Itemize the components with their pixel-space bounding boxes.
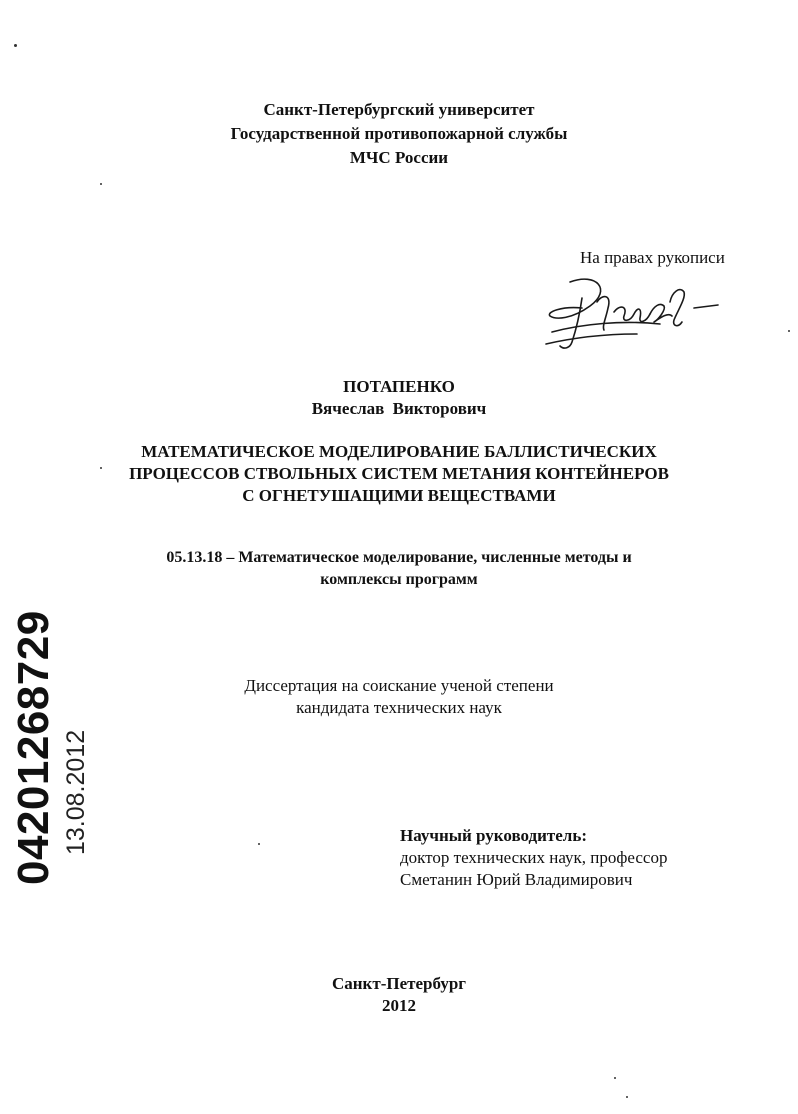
scan-speck [614, 1077, 616, 1079]
institution-line-3: МЧС России [349, 148, 449, 167]
degree-block [0, 675, 798, 719]
signature-image [542, 272, 732, 354]
footer-block [0, 973, 798, 1017]
supervisor-title: доктор технических наук, профессор [400, 848, 668, 867]
manuscript-note: На правах рукописи [580, 248, 725, 267]
degree-line-1: Диссертация на соискание ученой степени [244, 676, 554, 695]
scan-speck [100, 183, 102, 185]
title-line-2: ПРОЦЕССОВ СТВОЛЬНЫХ СИСТЕМ МЕТАНИЯ КОНТЕЙНЕРОВ [129, 464, 669, 483]
supervisor-name: Сметанин Юрий Владимирович [400, 870, 633, 889]
institution-line-1: Санкт-Петербургский университет [263, 100, 535, 119]
specialty-line-1: 05.13.18 – Математическое моделирование, численные методы и [166, 549, 632, 566]
footer-year: 2012 [382, 996, 416, 1015]
dissertation-title [0, 441, 798, 507]
specialty-block [0, 547, 798, 591]
title-line-1: МАТЕМАТИЧЕСКОЕ МОДЕЛИРОВАНИЕ БАЛЛИСТИЧЕСКИХ [141, 442, 657, 461]
specialty-line-2: комплексы программ [320, 571, 478, 588]
scan-speck [626, 1096, 628, 1098]
library-stamp [9, 610, 107, 885]
institution-line-2: Государственной противопожарной службы [230, 124, 568, 143]
stamp-date: 13.08.2012 [62, 729, 90, 855]
scan-speck [258, 843, 260, 845]
author-surname: ПОТАПЕНКО [343, 377, 455, 396]
author-name: Вячеслав Викторович [311, 399, 487, 418]
degree-line-2: кандидата технических наук [296, 698, 502, 717]
supervisor-label: Научный руководитель: [400, 826, 587, 845]
scan-speck [14, 44, 17, 47]
supervisor-block [400, 825, 667, 891]
stamp-number: 04201268729 [9, 610, 58, 885]
title-line-3: С ОГНЕТУШАЩИМИ ВЕЩЕСТВАМИ [242, 486, 556, 505]
scan-speck [788, 330, 790, 332]
institution-block [0, 98, 798, 170]
scan-speck [100, 467, 102, 469]
footer-city: Санкт-Петербург [331, 974, 467, 993]
